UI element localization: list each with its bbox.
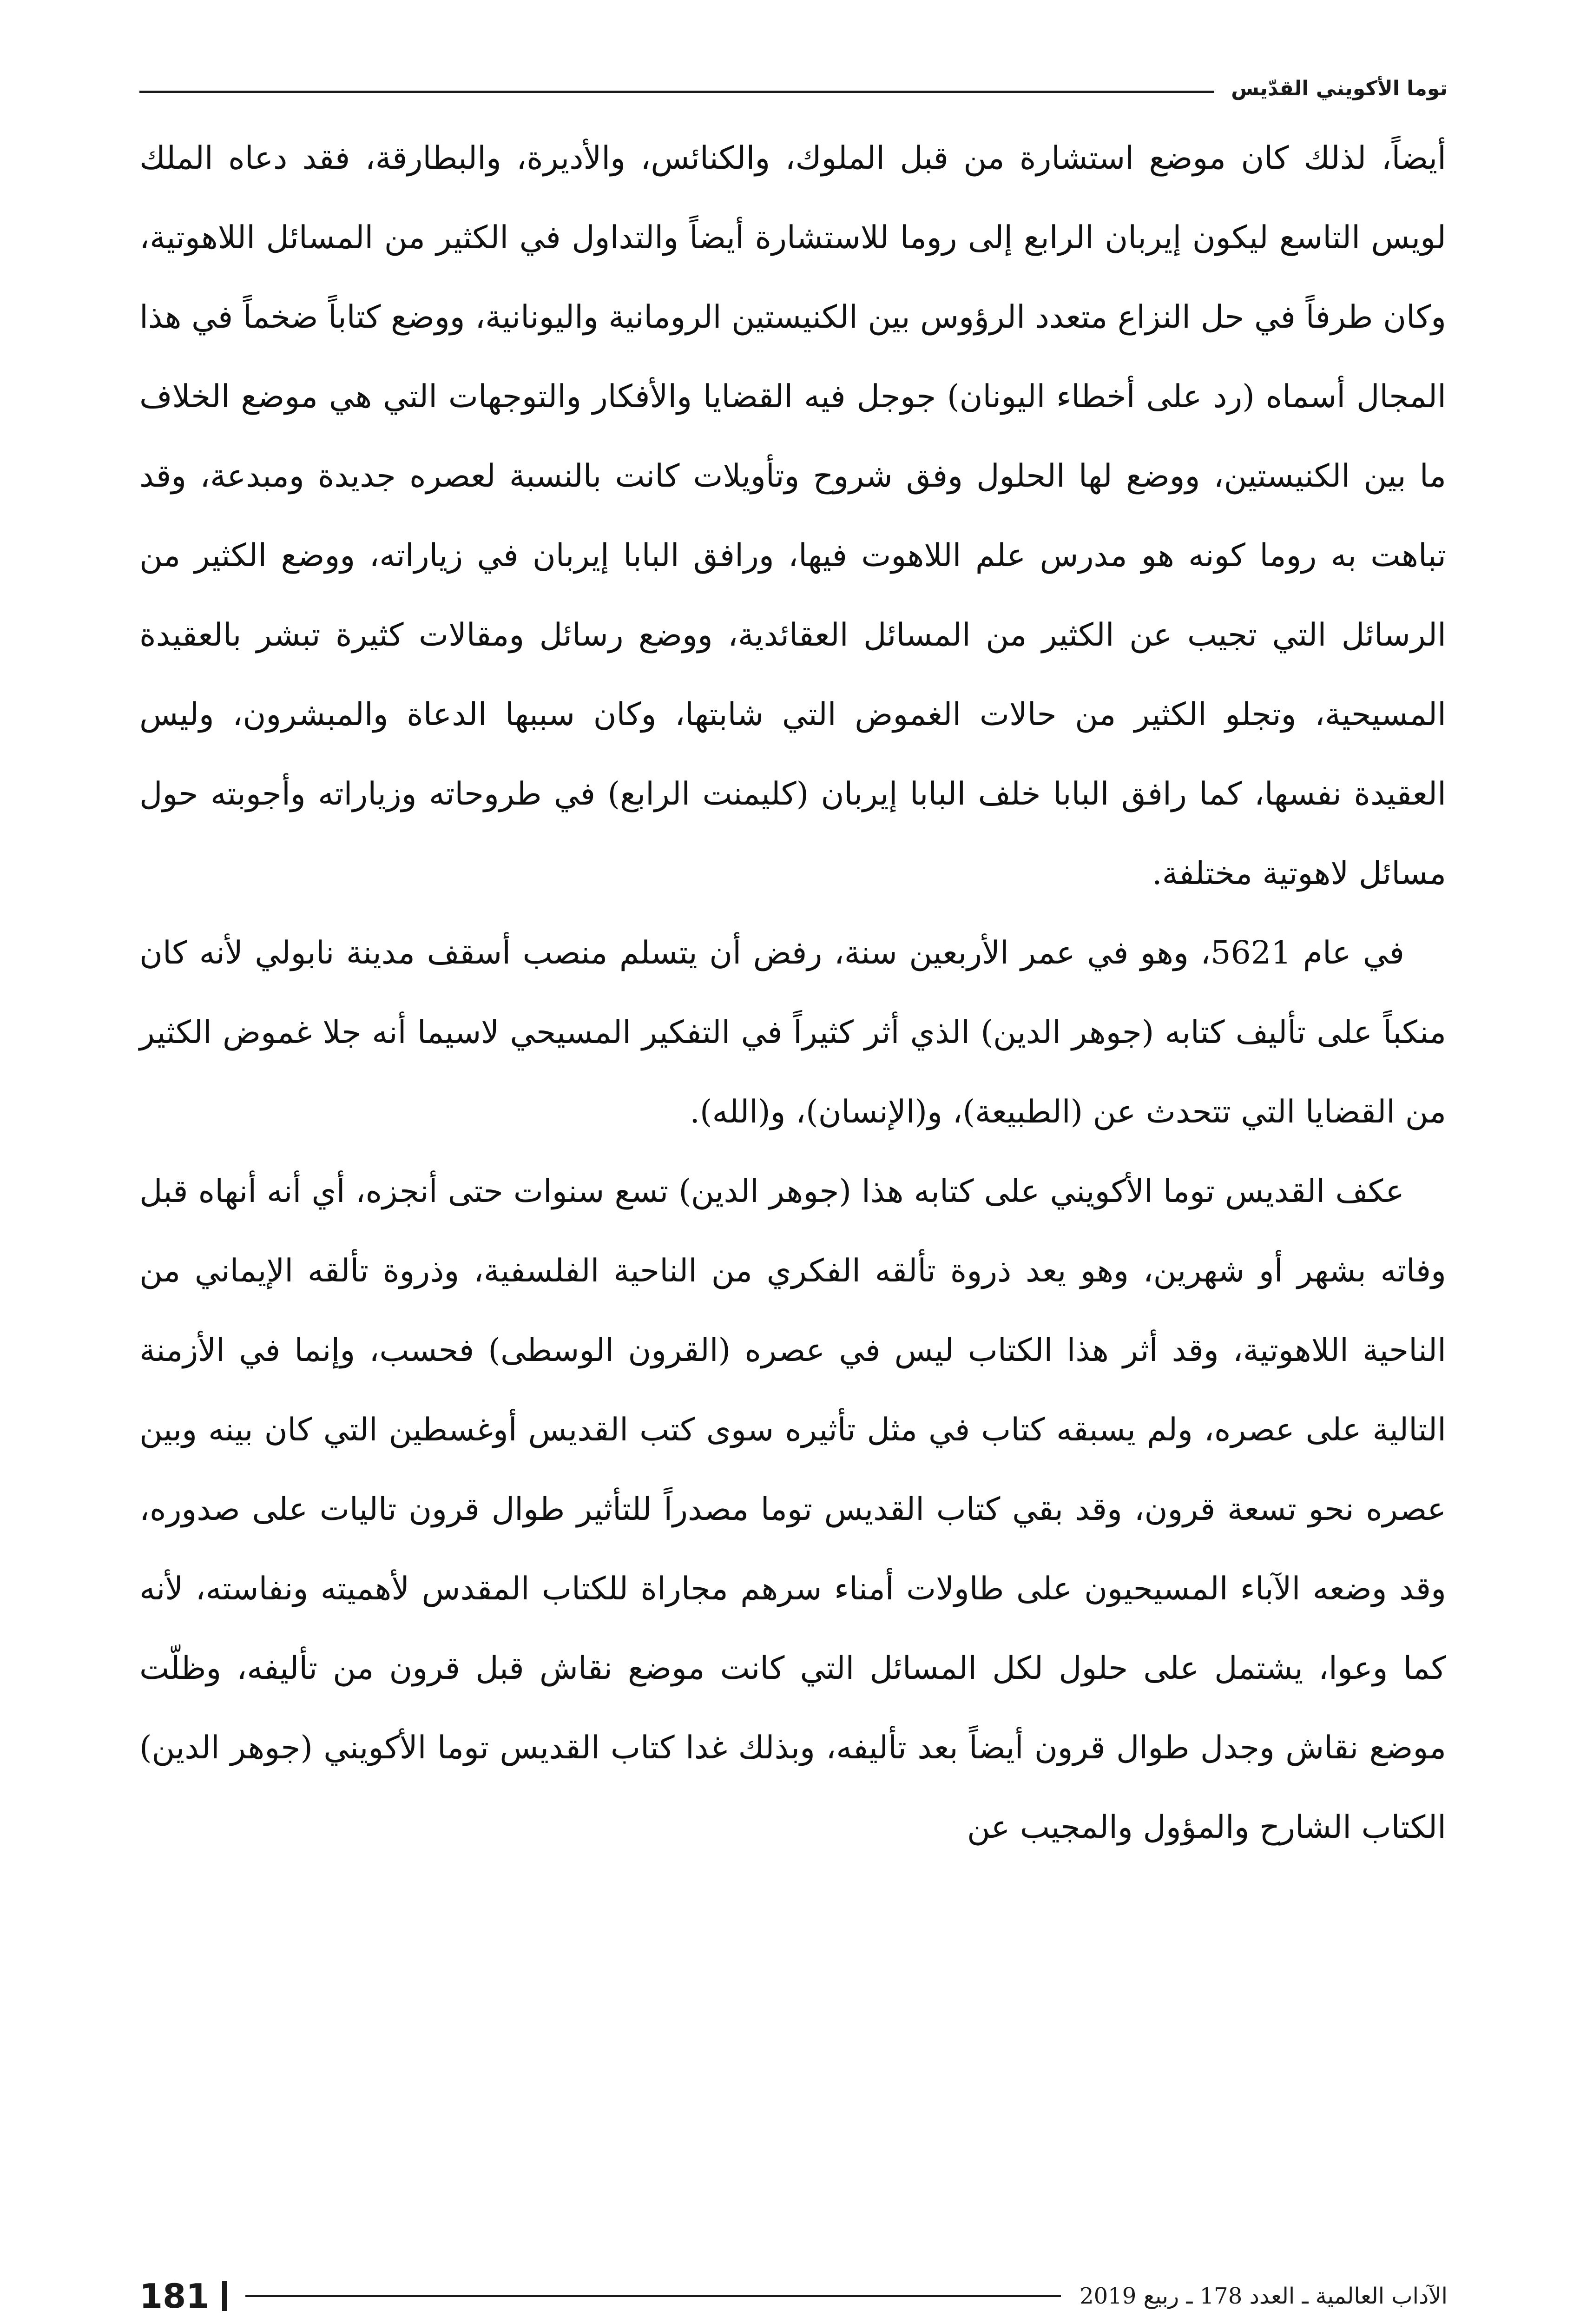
article-body xyxy=(139,119,1446,1867)
paragraph: عكف القديس توما الأكويني على كتابه هذا (جوهر الدين) تسع سنوات حتى أنجزه، أي أنه أنهاه قبل وفاته بشهر أو شهرين، وهو يعد ذروة تألقه الفكري من الناحية الفلسفية، وذروة تألقه الإيماني من الناحية اللاهوتية، وقد أثر هذا الكتاب ليس في عصره (القرون الوسطى) فحسب، وإنما في الأزمنة التالية على عصره، ولم يسبقه كتاب في مثل تأثيره سوى كتب القديس أوغسطين التي كان بينه وبين عصره نحو تسعة قرون، وقد بقي كتاب القديس توما مصدراً للتأثير طوال قرون تاليات على صدوره، وقد وضعه الآباء المسيحيون على طاولات أمناء سرهم مجاراة للكتاب المقدس لأهميته ونفاسته، لأنه كما وعوا، يشتمل على حلول لكل المسائل التي كانت موضع نقاش قبل قرون من تأليفه، وظلّت موضع نقاش وجدل طوال قرون أيضاً بعد تأليفه، وبذلك غدا كتاب القديس توما الأكويني (جوهر الدين) الكتاب الشارح والمؤول والمجيب عن xyxy=(139,1173,1446,1846)
running-header-title: توما الأكويني القدّيس xyxy=(1231,76,1448,100)
paragraph: أيضاً، لذلك كان موضع استشارة من قبل الملوك، والكنائس، والأديرة، والبطارقة، فقد دعاه الملك لويس التاسع ليكون إيربان الرابع إلى روما للاستشارة أيضاً والتداول في الكثير من المسائل اللاهوتية، وكان طرفاً في حل النزاع متعدد الرؤوس بين الكنيستين الرومانية واليونانية، ووضع كتاباً ضخماً في هذا المجال أسماه (رد على أخطاء اليونان) جوجل فيه القضايا والأفكار والتوجهات التي هي موضع الخلاف ما بين الكنيستين، ووضع لها الحلول وفق شروح وتأويلات كانت بالنسبة لعصره جديدة ومبدعة، وقد تباهت به روما كونه هو مدرس علم اللاهوت فيها، ورافق البابا إيربان في زياراته، ووضع الكثير من الرسائل التي تجيب عن الكثير من المسائل العقائدية، ووضع رسائل ومقالات كثيرة تبشر بالعقيدة المسيحية، وتجلو الكثير من حالات الغموض التي شابتها، وكان سببها الدعاة والمبشرون، وليس العقيدة نفسها، كما رافق البابا خلف البابا إيربان (كليمنت الرابع) في طروحاته وزياراته وأجوبته حول مسائل لاهوتية مختلفة. xyxy=(139,140,1446,892)
footer-separator xyxy=(222,2281,227,2311)
running-header xyxy=(139,70,1448,107)
paragraph: في عام 5621، وهو في عمر الأربعين سنة، رفض أن يتسلم منصب أسقف مدينة نابولي لأنه كان منكباً على تأليف كتابه (جوهر الدين) الذي أثر كثيراً في التفكير المسيحي لاسيما أنه جلا غموض الكثير من القضايا التي تتحدث عن (الطبيعة)، و(الإنسان)، و(الله). xyxy=(139,935,1446,1130)
page-number: 181 xyxy=(139,2277,210,2316)
page-footer xyxy=(139,2273,1448,2319)
footer-rule xyxy=(245,2295,1061,2297)
journal-issue-info: الآداب العالمية ـ العدد 178 ـ ربيع 2019 xyxy=(1080,2283,1448,2309)
header-rule xyxy=(139,91,1214,93)
